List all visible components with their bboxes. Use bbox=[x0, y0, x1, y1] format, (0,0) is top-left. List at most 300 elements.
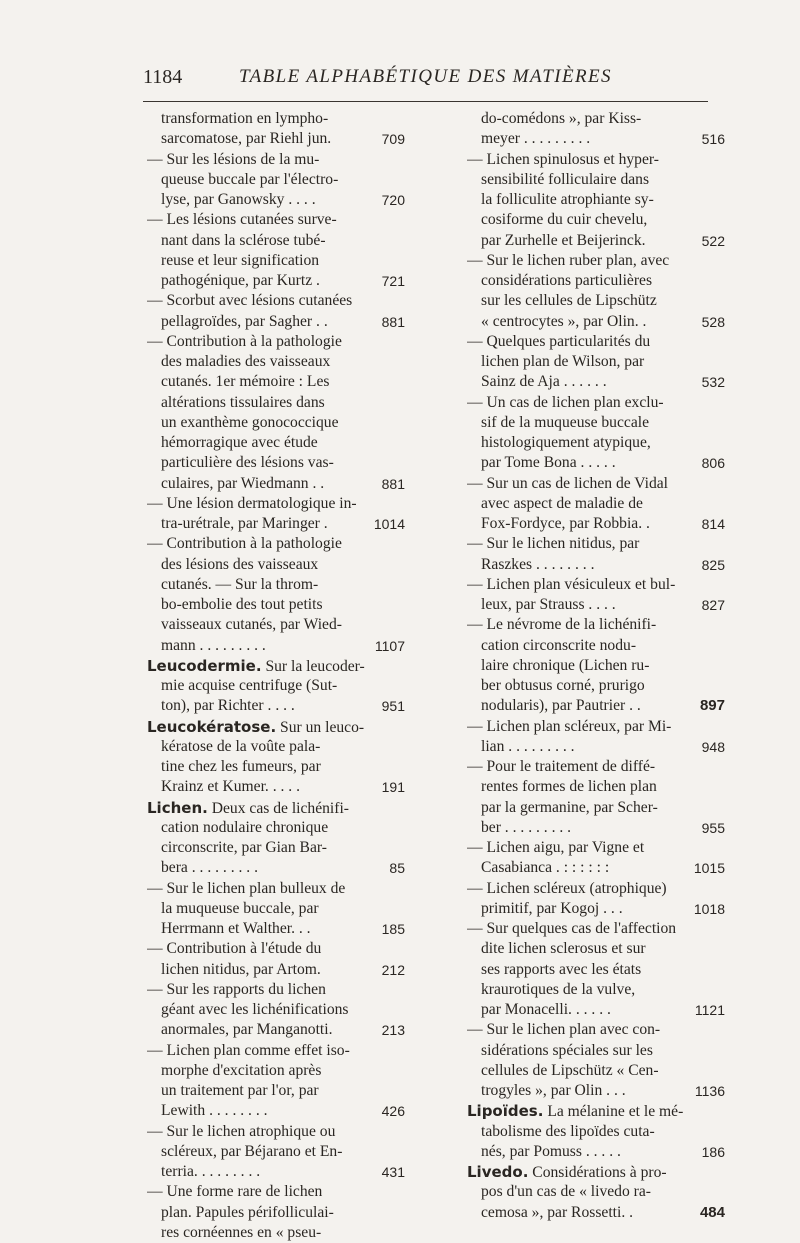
entry-phrase: tra-urétrale, par Maringer . bbox=[161, 515, 328, 532]
entry-text bbox=[147, 879, 405, 899]
entry-phrase: cosiforme du cuir chevelu, bbox=[481, 211, 648, 229]
entry-phrase: bo-embolie des tout petits bbox=[161, 596, 323, 613]
entry-line bbox=[143, 555, 405, 575]
entry-line bbox=[463, 372, 725, 392]
entry-line bbox=[463, 737, 725, 757]
entry-line bbox=[143, 170, 405, 190]
entry-phrase: hémorragique avec étude bbox=[161, 434, 318, 451]
page-reference: 484 bbox=[699, 1203, 725, 1221]
entry-text bbox=[161, 838, 405, 858]
entry-text bbox=[481, 1081, 681, 1101]
entry-text bbox=[481, 1182, 725, 1202]
entry-text bbox=[481, 109, 725, 129]
entry-phrase: Casabianca . : : : : : : bbox=[481, 859, 610, 877]
running-title: TABLE ALPHABÉTIQUE DES MATIÈRES bbox=[239, 66, 612, 87]
entry-phrase: — Lichen plan scléreux, par Mi- bbox=[467, 717, 672, 735]
entry-line bbox=[463, 109, 725, 129]
index-entry bbox=[143, 534, 405, 656]
page-reference: 431 bbox=[381, 1164, 405, 1180]
entry-text bbox=[161, 271, 361, 291]
entry-phrase: — Le névrome de la lichénifi- bbox=[467, 616, 657, 634]
entry-line bbox=[463, 696, 725, 716]
entry-text bbox=[481, 939, 725, 959]
entry-phrase: — Lichen scléreux (atrophique) bbox=[467, 879, 667, 897]
entry-phrase: plan. Papules périfolliculai- bbox=[161, 1203, 334, 1221]
entry-phrase: Sainz de Aja . . . . . . bbox=[481, 373, 607, 391]
entry-phrase: — Sur le lichen plan avec con- bbox=[467, 1021, 661, 1039]
entry-phrase: Raszkes . . . . . . . . bbox=[481, 555, 595, 573]
entry-line bbox=[143, 1223, 405, 1243]
entry-text bbox=[161, 1142, 405, 1162]
entry-line bbox=[463, 555, 725, 575]
page-reference: 185 bbox=[381, 921, 405, 937]
entry-line bbox=[143, 1061, 405, 1081]
entry-phrase: — Contribution à la pathologie bbox=[147, 332, 342, 350]
entry-line bbox=[463, 960, 725, 980]
entry-line bbox=[143, 1081, 405, 1101]
entry-phrase: — Contribution à l'étude du bbox=[147, 940, 322, 958]
entry-phrase: primitif, par Kogoj . . . bbox=[481, 899, 623, 917]
entry-line bbox=[463, 190, 725, 210]
index-entry bbox=[463, 879, 725, 920]
entry-phrase: considérations particulières bbox=[481, 272, 653, 289]
entry-phrase: pathogénique, par Kurtz . bbox=[161, 272, 320, 289]
entry-text bbox=[161, 393, 405, 413]
index-entry bbox=[463, 1020, 725, 1101]
entry-text bbox=[161, 1223, 405, 1243]
entry-phrase: laire chronique (Lichen ru- bbox=[481, 656, 650, 674]
entry-text bbox=[481, 271, 725, 291]
entry-line bbox=[463, 1101, 725, 1121]
entry-line bbox=[143, 676, 405, 696]
entry-phrase: par Monacelli. . . . . . bbox=[481, 1001, 611, 1018]
entry-text bbox=[481, 636, 725, 656]
entry-text bbox=[467, 838, 725, 858]
index-headword-entry bbox=[143, 798, 405, 879]
entry-line bbox=[463, 474, 725, 494]
entry-line bbox=[463, 1162, 725, 1182]
entry-line bbox=[463, 1061, 725, 1081]
entry-text bbox=[481, 190, 725, 210]
index-entry bbox=[463, 615, 725, 716]
entry-line bbox=[143, 332, 405, 352]
entry-line bbox=[463, 1203, 725, 1223]
entry-phrase: par Zurhelle et Beijerinck. bbox=[481, 231, 646, 249]
entry-line bbox=[463, 1182, 725, 1202]
entry-line bbox=[463, 291, 725, 311]
entry-text bbox=[467, 1162, 725, 1182]
page-reference: 191 bbox=[381, 779, 405, 796]
entry-text bbox=[161, 757, 405, 777]
entry-phrase: — Pour le traitement de diffé- bbox=[467, 758, 656, 775]
entry-line bbox=[463, 413, 725, 433]
entry-text bbox=[161, 312, 361, 332]
page-reference: 881 bbox=[381, 475, 405, 492]
entry-phrase: « centrocytes », par Olin. . bbox=[481, 312, 647, 330]
entry-phrase: par la germanine, par Scher- bbox=[481, 798, 658, 816]
page-reference: 948 bbox=[701, 738, 725, 755]
entry-phrase: nés, par Pomuss . . . . . bbox=[481, 1142, 621, 1160]
entry-line bbox=[463, 757, 725, 777]
entry-phrase: — Sur le lichen ruber plan, avec bbox=[467, 251, 670, 269]
index-entry bbox=[143, 210, 405, 291]
index-headword-entry bbox=[463, 1101, 725, 1162]
entry-line bbox=[143, 615, 405, 635]
entry-line bbox=[463, 453, 725, 473]
entry-line bbox=[143, 858, 405, 878]
index-entry bbox=[143, 494, 405, 535]
entry-phrase: — Lichen plan vésiculeux et bul- bbox=[467, 575, 676, 593]
index-entry bbox=[463, 332, 725, 393]
headword: Leucokératose. bbox=[147, 717, 277, 736]
entry-phrase: — Scorbut avec lésions cutanées bbox=[147, 292, 353, 310]
entry-text bbox=[147, 1182, 405, 1202]
entry-line bbox=[143, 494, 405, 514]
entry-phrase: morphe d'excitation après bbox=[161, 1061, 322, 1079]
entry-text bbox=[481, 514, 681, 534]
entry-line bbox=[143, 717, 405, 737]
entry-text bbox=[481, 858, 681, 878]
entry-line bbox=[143, 960, 405, 980]
entry-line bbox=[143, 271, 405, 291]
entry-line bbox=[143, 919, 405, 939]
entry-phrase: Considérations à pro- bbox=[528, 1164, 667, 1181]
entry-line bbox=[143, 453, 405, 473]
entry-phrase: bera . . . . . . . . . bbox=[161, 859, 259, 877]
entry-line bbox=[463, 939, 725, 959]
entry-phrase: — Sur le lichen nitidus, par bbox=[467, 535, 640, 553]
entry-text bbox=[467, 251, 725, 271]
entry-text bbox=[481, 1142, 681, 1162]
entry-text bbox=[481, 453, 681, 473]
headword: Leucodermie. bbox=[147, 656, 262, 675]
entry-phrase: cutanés. 1er mémoire : Les bbox=[161, 373, 330, 391]
entry-phrase: — Lichen plan comme effet iso- bbox=[147, 1041, 350, 1059]
entry-text bbox=[147, 150, 405, 170]
entry-line bbox=[463, 879, 725, 899]
page-reference: 825 bbox=[701, 556, 725, 573]
entry-text bbox=[481, 737, 681, 757]
entry-line bbox=[463, 1142, 725, 1162]
index-entry bbox=[463, 575, 725, 616]
entry-line bbox=[143, 757, 405, 777]
entry-phrase: sidérations spéciales sur les bbox=[481, 1041, 653, 1059]
entry-phrase: — Contribution à la pathologie bbox=[147, 535, 342, 553]
page-reference: 720 bbox=[381, 192, 405, 208]
entry-line bbox=[463, 838, 725, 858]
entry-phrase: — Sur quelques cas de l'affection bbox=[467, 920, 677, 937]
entry-line bbox=[143, 291, 405, 311]
entry-phrase: sif de la muqueuse buccale bbox=[481, 413, 649, 431]
entry-text bbox=[467, 150, 725, 170]
entry-text bbox=[481, 899, 681, 919]
entry-line bbox=[463, 676, 725, 696]
entry-text bbox=[161, 615, 405, 635]
entry-phrase: des maladies des vaisseaux bbox=[161, 353, 331, 370]
entry-phrase: mann . . . . . . . . . bbox=[161, 636, 266, 654]
entry-text bbox=[481, 352, 725, 372]
entry-phrase: Lewith . . . . . . . . bbox=[161, 1102, 268, 1120]
page-reference: 213 bbox=[381, 1022, 405, 1039]
index-headword-entry bbox=[143, 717, 405, 798]
index-headword-entry bbox=[143, 656, 405, 717]
entry-phrase: lian . . . . . . . . . bbox=[481, 737, 575, 755]
entry-phrase: culaires, par Wiedmann . . bbox=[161, 474, 325, 492]
entry-phrase: — Une forme rare de lichen bbox=[147, 1183, 323, 1201]
entry-phrase: un exanthème gonococcique bbox=[161, 413, 339, 431]
entry-line bbox=[463, 231, 725, 251]
entry-text bbox=[481, 129, 681, 149]
entry-text bbox=[481, 1203, 681, 1223]
entry-text bbox=[481, 433, 725, 453]
entry-text bbox=[481, 798, 725, 818]
entry-line bbox=[463, 251, 725, 271]
page-reference: 528 bbox=[701, 313, 725, 330]
entry-text bbox=[467, 919, 725, 939]
entry-text bbox=[161, 676, 405, 696]
entry-text bbox=[467, 393, 725, 413]
entry-phrase: cutanés. — Sur la throm- bbox=[161, 575, 319, 593]
entry-line bbox=[463, 899, 725, 919]
page-reference: 1121 bbox=[694, 1002, 725, 1018]
entry-line bbox=[463, 1081, 725, 1101]
entry-phrase: res cornéennes en « pseu- bbox=[161, 1223, 322, 1241]
entry-phrase: do-comédons », par Kiss- bbox=[481, 110, 642, 127]
entry-line bbox=[143, 231, 405, 251]
entry-text bbox=[161, 818, 405, 838]
entry-text bbox=[147, 798, 405, 818]
entry-text bbox=[161, 1162, 361, 1182]
entry-text bbox=[161, 231, 405, 251]
index-entry bbox=[463, 150, 725, 251]
entry-text bbox=[481, 696, 681, 716]
entry-line bbox=[143, 109, 405, 129]
entry-text bbox=[161, 1020, 361, 1040]
page-reference: 951 bbox=[381, 698, 405, 715]
index-entry bbox=[143, 879, 405, 940]
entry-text bbox=[481, 656, 725, 676]
entry-text bbox=[161, 433, 405, 453]
entry-phrase: vaisseaux cutanés, par Wied- bbox=[161, 616, 342, 634]
entry-phrase: cellules de Lipschütz « Cen- bbox=[481, 1061, 659, 1079]
entry-line bbox=[463, 1041, 725, 1061]
header-rule bbox=[143, 101, 708, 102]
page-reference: 85 bbox=[389, 860, 405, 877]
index-entry bbox=[463, 474, 725, 535]
index-entry bbox=[143, 939, 405, 980]
entry-line bbox=[143, 1020, 405, 1040]
page-reference: 1136 bbox=[694, 1083, 725, 1099]
entry-text bbox=[481, 595, 681, 615]
headword: Lichen. bbox=[147, 798, 208, 817]
index-entry bbox=[463, 393, 725, 474]
entry-phrase: la folliculite atrophiante sy- bbox=[481, 191, 654, 208]
index-entry bbox=[463, 109, 725, 150]
entry-text bbox=[481, 494, 725, 514]
entry-phrase: géant avec les lichénifications bbox=[161, 1001, 349, 1018]
entry-phrase: — Une lésion dermatologique in- bbox=[147, 494, 357, 512]
entry-text bbox=[147, 717, 405, 737]
entry-phrase: tine chez les fumeurs, par bbox=[161, 758, 321, 775]
entry-line bbox=[143, 514, 405, 534]
entry-text bbox=[161, 899, 405, 919]
left-column bbox=[143, 109, 405, 1243]
entry-text bbox=[481, 1000, 681, 1020]
entry-text bbox=[467, 615, 725, 635]
entry-text bbox=[161, 170, 405, 190]
entry-line bbox=[463, 393, 725, 413]
entry-phrase: ber . . . . . . . . . bbox=[481, 818, 572, 836]
entry-line bbox=[143, 312, 405, 332]
entry-phrase: Krainz et Kumer. . . . . bbox=[161, 778, 301, 796]
entry-line bbox=[143, 474, 405, 494]
page-reference: 1018 bbox=[693, 900, 725, 917]
entry-line bbox=[143, 656, 405, 676]
entry-text bbox=[161, 1061, 405, 1081]
entry-phrase: queuse buccale par l'électro- bbox=[161, 170, 339, 188]
entry-text bbox=[161, 858, 361, 878]
entry-phrase: tabolisme des lipoïdes cuta- bbox=[481, 1122, 655, 1140]
entry-phrase: dite lichen sclerosus et sur bbox=[481, 940, 646, 958]
entry-line bbox=[143, 636, 405, 656]
entry-line bbox=[463, 1122, 725, 1142]
entry-line bbox=[463, 129, 725, 149]
entry-line bbox=[143, 210, 405, 230]
index-entry bbox=[143, 332, 405, 494]
entry-phrase: — Un cas de lichen plan exclu- bbox=[467, 393, 664, 411]
index-headword-entry bbox=[463, 1162, 725, 1223]
entry-phrase: par Tome Bona . . . . . bbox=[481, 454, 616, 472]
entry-phrase: ton), par Richter . . . . bbox=[161, 697, 295, 715]
entry-line bbox=[463, 636, 725, 656]
entry-phrase: — Sur les rapports du lichen bbox=[147, 980, 326, 998]
entry-text bbox=[161, 1101, 361, 1121]
page-reference: 709 bbox=[381, 131, 405, 148]
entry-line bbox=[143, 1122, 405, 1142]
entry-text bbox=[161, 413, 405, 433]
entry-line bbox=[143, 777, 405, 797]
page-reference: 827 bbox=[701, 597, 725, 613]
entry-line bbox=[463, 798, 725, 818]
entry-text bbox=[161, 777, 361, 797]
page-reference: 532 bbox=[701, 374, 725, 391]
entry-phrase: Fox-Fordyce, par Robbia. . bbox=[481, 515, 650, 532]
page-reference: 897 bbox=[699, 697, 725, 715]
entry-phrase: Herrmann et Walther. . . bbox=[161, 920, 311, 937]
entry-text bbox=[161, 595, 405, 615]
page-reference: 516 bbox=[701, 131, 725, 148]
entry-text bbox=[161, 960, 361, 980]
entry-phrase: lyse, par Ganowsky . . . . bbox=[161, 191, 316, 208]
entry-text bbox=[467, 879, 725, 899]
entry-line bbox=[463, 534, 725, 554]
entry-text bbox=[481, 1061, 725, 1081]
index-entry bbox=[463, 717, 725, 758]
entry-phrase: kraurotiques de la vulve, bbox=[481, 980, 636, 998]
entry-text bbox=[481, 210, 725, 230]
entry-line bbox=[463, 494, 725, 514]
entry-phrase: Sur un leuco- bbox=[276, 718, 365, 736]
entry-text bbox=[161, 1000, 405, 1020]
index-entry bbox=[143, 1122, 405, 1183]
entry-text bbox=[467, 717, 725, 737]
entry-line bbox=[463, 858, 725, 878]
entry-text bbox=[481, 312, 681, 332]
entry-phrase: trogyles », par Olin . . . bbox=[481, 1082, 626, 1099]
entry-line bbox=[463, 150, 725, 170]
entry-line bbox=[143, 737, 405, 757]
entry-line bbox=[143, 1182, 405, 1202]
entry-line bbox=[143, 980, 405, 1000]
entry-text bbox=[161, 514, 361, 534]
entry-line bbox=[463, 433, 725, 453]
entry-phrase: pos d'un cas de « livedo ra- bbox=[481, 1183, 651, 1201]
entry-text bbox=[481, 960, 725, 980]
entry-phrase: lichen nitidus, par Artom. bbox=[161, 960, 321, 978]
entry-phrase: lichen plan de Wilson, par bbox=[481, 353, 645, 370]
entry-text bbox=[161, 1203, 405, 1223]
entry-phrase: — Lichen aigu, par Vigne et bbox=[467, 839, 645, 856]
entry-line bbox=[463, 271, 725, 291]
entry-line bbox=[463, 170, 725, 190]
entry-phrase: — Sur le lichen atrophique ou bbox=[147, 1122, 336, 1140]
entry-line bbox=[143, 433, 405, 453]
entry-text bbox=[467, 1020, 725, 1040]
entry-phrase: rentes formes de lichen plan bbox=[481, 778, 657, 796]
page-reference: 806 bbox=[701, 455, 725, 472]
entry-phrase: — Les lésions cutanées surve- bbox=[147, 211, 337, 229]
entry-phrase: cation circonscrite nodu- bbox=[481, 636, 637, 654]
entry-phrase: altérations tissulaires dans bbox=[161, 393, 325, 411]
entry-line bbox=[143, 595, 405, 615]
entry-phrase: — Sur un cas de lichen de Vidal bbox=[467, 474, 669, 492]
entry-phrase: circonscrite, par Gian Bar- bbox=[161, 839, 327, 856]
entry-phrase: ber obtusus corné, prurigo bbox=[481, 677, 645, 694]
page-reference: 881 bbox=[381, 313, 405, 330]
entry-text bbox=[161, 453, 405, 473]
entry-line bbox=[463, 919, 725, 939]
entry-phrase: terria. . . . . . . . . bbox=[161, 1163, 261, 1180]
entry-phrase: Deux cas de lichénifi- bbox=[207, 799, 349, 817]
entry-phrase: Sur la leucoder- bbox=[261, 657, 365, 675]
entry-text bbox=[481, 170, 725, 190]
entry-text bbox=[481, 291, 725, 311]
entry-text bbox=[147, 332, 405, 352]
entry-line bbox=[143, 798, 405, 818]
page-reference: 955 bbox=[701, 819, 725, 836]
entry-text bbox=[161, 190, 361, 210]
entry-line bbox=[143, 1041, 405, 1061]
entry-phrase: des lésions des vaisseaux bbox=[161, 555, 319, 573]
entry-text bbox=[161, 129, 361, 149]
entry-line bbox=[463, 818, 725, 838]
entry-line bbox=[143, 372, 405, 392]
index-entry bbox=[463, 534, 725, 575]
entry-phrase: — Quelques particularités du bbox=[467, 332, 651, 350]
page-reference: 721 bbox=[381, 273, 405, 289]
entry-phrase: histologiquement atypique, bbox=[481, 434, 651, 451]
entry-phrase: particulière des lésions vas- bbox=[161, 454, 334, 472]
entry-line bbox=[463, 595, 725, 615]
entry-text bbox=[467, 474, 725, 494]
entry-line bbox=[463, 352, 725, 372]
index-entry bbox=[463, 838, 725, 879]
entry-phrase: kératose de la voûte pala- bbox=[161, 737, 321, 755]
index-entry bbox=[143, 1041, 405, 1122]
page-reference: 1107 bbox=[374, 637, 405, 654]
entry-text bbox=[147, 980, 405, 1000]
entry-line bbox=[143, 534, 405, 554]
